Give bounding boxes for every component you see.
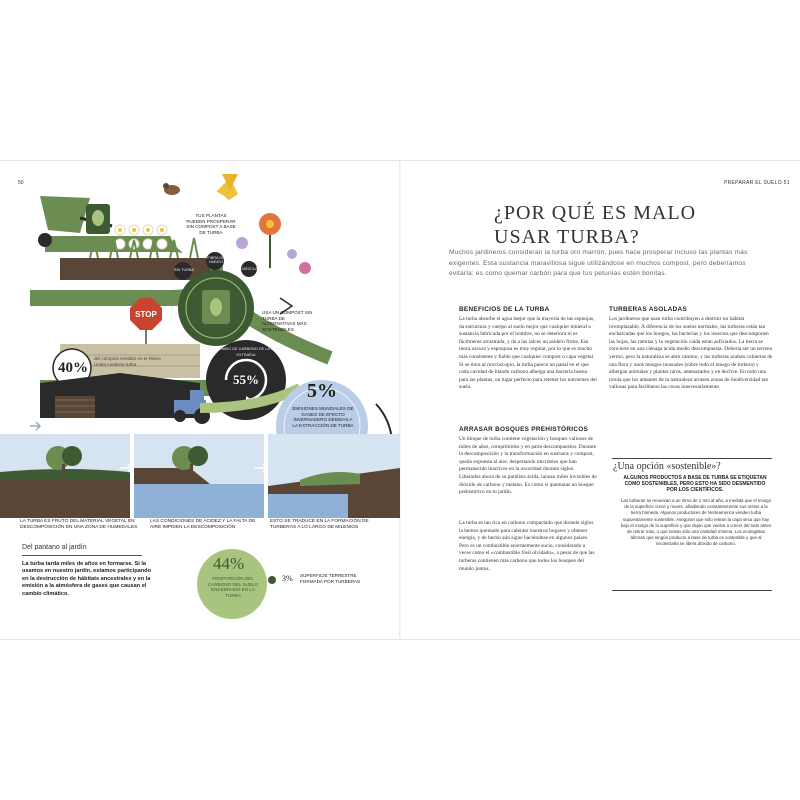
bag-no-peat-label: SIN TURBA	[173, 268, 195, 272]
compost-sold-text: del compost vendido en el Reino Unido contiene turba	[94, 356, 161, 367]
right-page-number: 51	[783, 180, 790, 186]
bird-icon	[163, 183, 180, 195]
stat-3-dot	[268, 576, 276, 584]
left-page-number: 50	[18, 180, 24, 186]
stat-3-value: 3%	[282, 574, 293, 583]
running-head	[724, 180, 790, 186]
arrow-right-icon-1	[30, 422, 40, 430]
stop-sign-label: STOP	[135, 310, 157, 319]
caption-acidity: LAS CONDICIONES DE ACIDEZ Y LA FALTA DE AIRE IMPIDEN LA DESCOMPOSICIÓN	[150, 519, 256, 530]
sustainable-rule-top	[612, 458, 772, 459]
caption-millennia: ESTO SE TRADUCE EN LA FORMACIÓN DE TURBERAS A LO LARGO DE MILENIOS	[270, 519, 369, 530]
caption-wetland-origin: LA TURBA ES FRUTO DEL MATERIAL VEGETAL EN DESCOMPOSICIÓN EN UNA ZONA DE HUMEDALES	[20, 519, 138, 530]
emissions-text: EMISIONES MUNDIALES DE GASES DE EFECTO INVERNADERO DEBIDAS A LA EXTRACCIÓN DE TURBA	[292, 406, 354, 428]
heading-beneficios: BENEFICIOS DE LA TURBA	[459, 306, 550, 313]
running-head-label: PREPARAR EL SUELO	[724, 180, 782, 186]
article-title: ¿POR QUÉ ES MALO USAR TURBA?	[494, 202, 697, 248]
sustainable-rule-bottom	[612, 590, 772, 591]
percent-55-value: 55%	[233, 372, 259, 387]
bag-peat-label: FIBRA DE HABICH	[207, 256, 225, 265]
body-turberas: Los jardineros que usan turba contribuyen a destruir un hábitat irremplazable. A diferencia de los suelos normales, las turberas están tan encharcadas que los hongos, las bacterias y los insectos que descomponen las hojas, las ramitas y la vegetación caída están asfixiados. La tierra se convierte en una ciénaga ácida medio descompuesta. Debería ser un terreno yermo, pero la naturaleza se abre camino, y las turberas acaban cubiertas de una flora y unos musgos inusuales (sobre todo el musgo de turbera) y albergan animales y plantas raros, amenazados y en declive. En todo una ironía que los amantes de la naturaleza arrasen zonas de biodiversidad tan valiosas para facilitarse las cosas innecesariamente.	[609, 316, 773, 391]
stat-3-label: SUPERFICIE TERRESTRE FORMADA POR TURBERAS	[300, 573, 361, 584]
stat-44-value: 44%	[213, 554, 245, 573]
wetland-panel-1	[0, 434, 130, 518]
wetland-panel-3	[268, 434, 400, 518]
ring-text: CONTENIDO DE CARBONO DE LA TURBA EXTRAÍDA	[208, 347, 284, 357]
body-arrasar-2: La turba es tan rica en carbono compactado que durante siglos la hemos quemado para calentar nuestros hogares y obtener energía, y de hecho aún sigue haciéndose en algunos países. Pero es un combustible enormemente sucio, considerado a veces como el «combustible fósil olvidado», a pesar de que las turberas contienen más carbono que todos los bosques del mundo juntos.	[459, 520, 595, 572]
left-intro-text: La turba tarda miles de años en formarse. Si la usamos en nuestro jardín, estamos participando en la destrucción de hábitats ancestrales y en la emisión a la atmósfera de gases que causan el cambio climático.	[22, 561, 151, 597]
sustainable-title: ¿Una opción «sostenible»?	[613, 461, 721, 472]
heading-turberas: TURBERAS ASOLADAS	[609, 306, 688, 313]
stop-sign-icon	[130, 298, 162, 352]
sustainable-subtitle: ALGUNOS PRODUCTOS A BASE DE TURBA SE ETIQUETAN COMO SOSTENIBLES, PERO ESTO HA SIDO DESMENTIDO POR LOS CIENTÍFICOS.	[623, 475, 767, 494]
stat-44-label: PROPORCIÓN DEL CARBONO DEL SUELO ENCERRADO EN LA TURBA	[207, 576, 259, 598]
compost-bag-icon	[202, 290, 230, 324]
sustainable-body: Las turberas se renuevan a un ritmo de 1 mm al año, a medida que el musgo de la superficie crece y muere, añadiendo constantemente sus restos a la tierra húmeda. Algunos productores de Norteamérica venden turba supuestamente sostenible. Aseguran que sólo retiran la capa seca que hay bajo el musgo de la superficie y que dejan que vuelva a crecer del todo antes de retirar más, o que toman sólo una cantidad mínima. Los ecologistas afirman que ningún producto a base de turba es sostenible y que al recolectarla se libera dióxido de carbono.	[620, 498, 772, 547]
heading-arrasar: ARRASAR BOSQUES PREHISTÓRICOS	[459, 426, 589, 433]
compost-alt-text: USA UN COMPOST SIN TURBA DE ALTERNATIVAS MÁS SOSTENIBLES	[262, 310, 313, 332]
plants-bubble-text: TUS PLANTAS PUEDEN PROSPERAR SIN COMPOST A BASE DE TURBA	[186, 213, 236, 235]
body-arrasar-1: Un bloque de turba contiene vegetación y bosques valiosos de miles de años, comprimidos y en parte descompuestos. Durante la descomposición y la transformación en sustratos y compost, queda expuesta al aire, despertando microbios que han permanecido inactivos en la oscuridad durante siglos. Liberados ahora de su parálisis ácida, lanzan miles invisibles de dióxido de carbono y metano. Es como si quemaras un bosque prehistórico en tu jardín.	[459, 436, 597, 496]
percent-5-value: 5%	[307, 380, 337, 402]
percent-40-value: 40%	[58, 360, 88, 376]
flower-orange-icon	[259, 213, 281, 268]
bag-mix-label: MEZCLA	[242, 267, 258, 271]
body-beneficios: La turba absorbe el agua mejor que la mayoría de las esponjas, da estructura y cuerpo al suelo mejor que cualquier mineral o sustancia fabricada por el hombre, no se deteriora ni es fácilmente arrastrada, y da a las raíces un asidero firme. Esa tierra oscura y esponjosa es muy regular, por lo que es mucho más consistente y fiable que cualquier compost o capa vegetal. Si se mira al microscopio, la turba parece un panal en el que cada cavidad de blando carbono alberga una bacteria buena para las plantas, un lugar perfecto para retener los nutrientes del suelo.	[459, 316, 597, 391]
left-intro-rule	[22, 555, 142, 556]
wetland-panel-2	[134, 434, 264, 518]
left-intro-heading: Del pantano al jardín	[22, 544, 87, 551]
article-lead: Muchos jardineros consideran la turba oro marrón, pues hace prosperar incluso las plantas más exigentes. Esta sustancia maravillosa sigue utilizándose en muchos compost, pero deberíamos evitarla: es como quemar carbón para que tus petunias estén bonitas.	[449, 249, 748, 277]
